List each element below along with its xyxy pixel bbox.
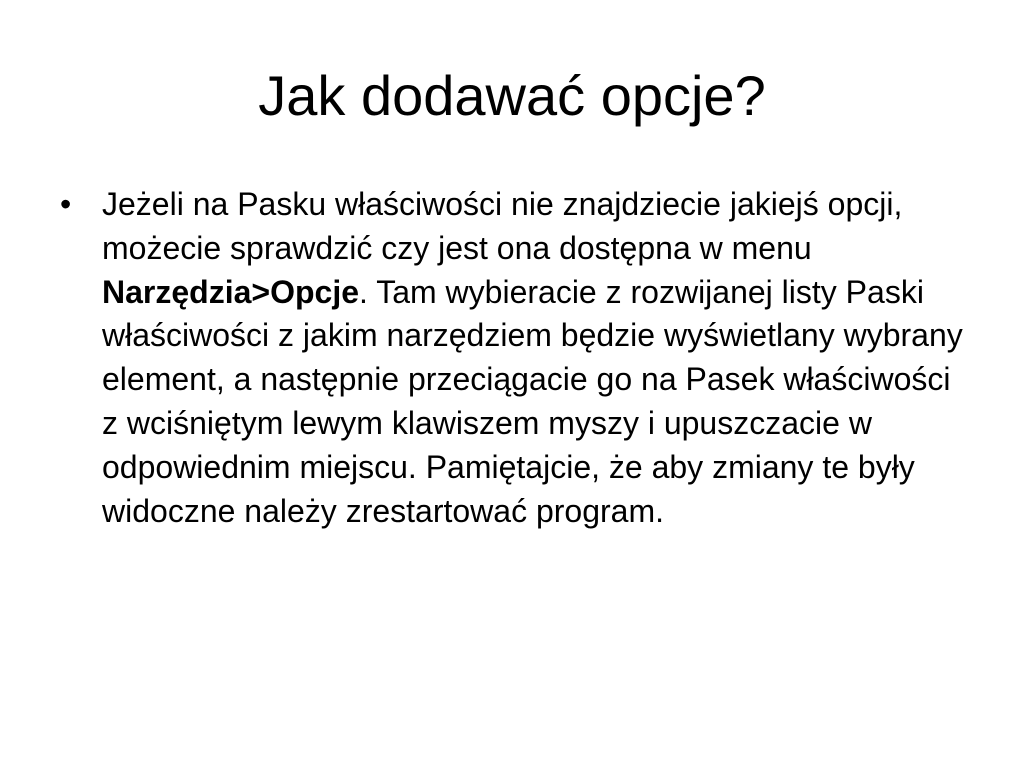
bullet-list xyxy=(52,183,972,533)
slide-title: Jak dodawać opcje? xyxy=(258,64,766,127)
bullet-dot-icon: • xyxy=(60,186,72,222)
bullet-item xyxy=(52,183,972,533)
bullet-text-start: Jeżeli na Pasku właściwości nie znajdziecie jakiejś opcji, możecie sprawdzić czy jest ona dostępna w menu xyxy=(102,186,903,266)
menu-path-bold: Narzędzia>Opcje xyxy=(102,273,359,310)
bullet-text-end: . Tam wybieracie z rozwijanej listy Paski właściwości z jakim narzędziem będzie wyświetlany wybrany element, a następnie przeciągacie go na Pasek właściwości z wciśniętym lewym klawiszem myszy i upuszczacie w odpowiednim miejscu. Pamiętajcie, że aby zmiany te były widoczne należy zrestartować program. xyxy=(102,273,963,529)
bullet-text xyxy=(102,186,963,529)
